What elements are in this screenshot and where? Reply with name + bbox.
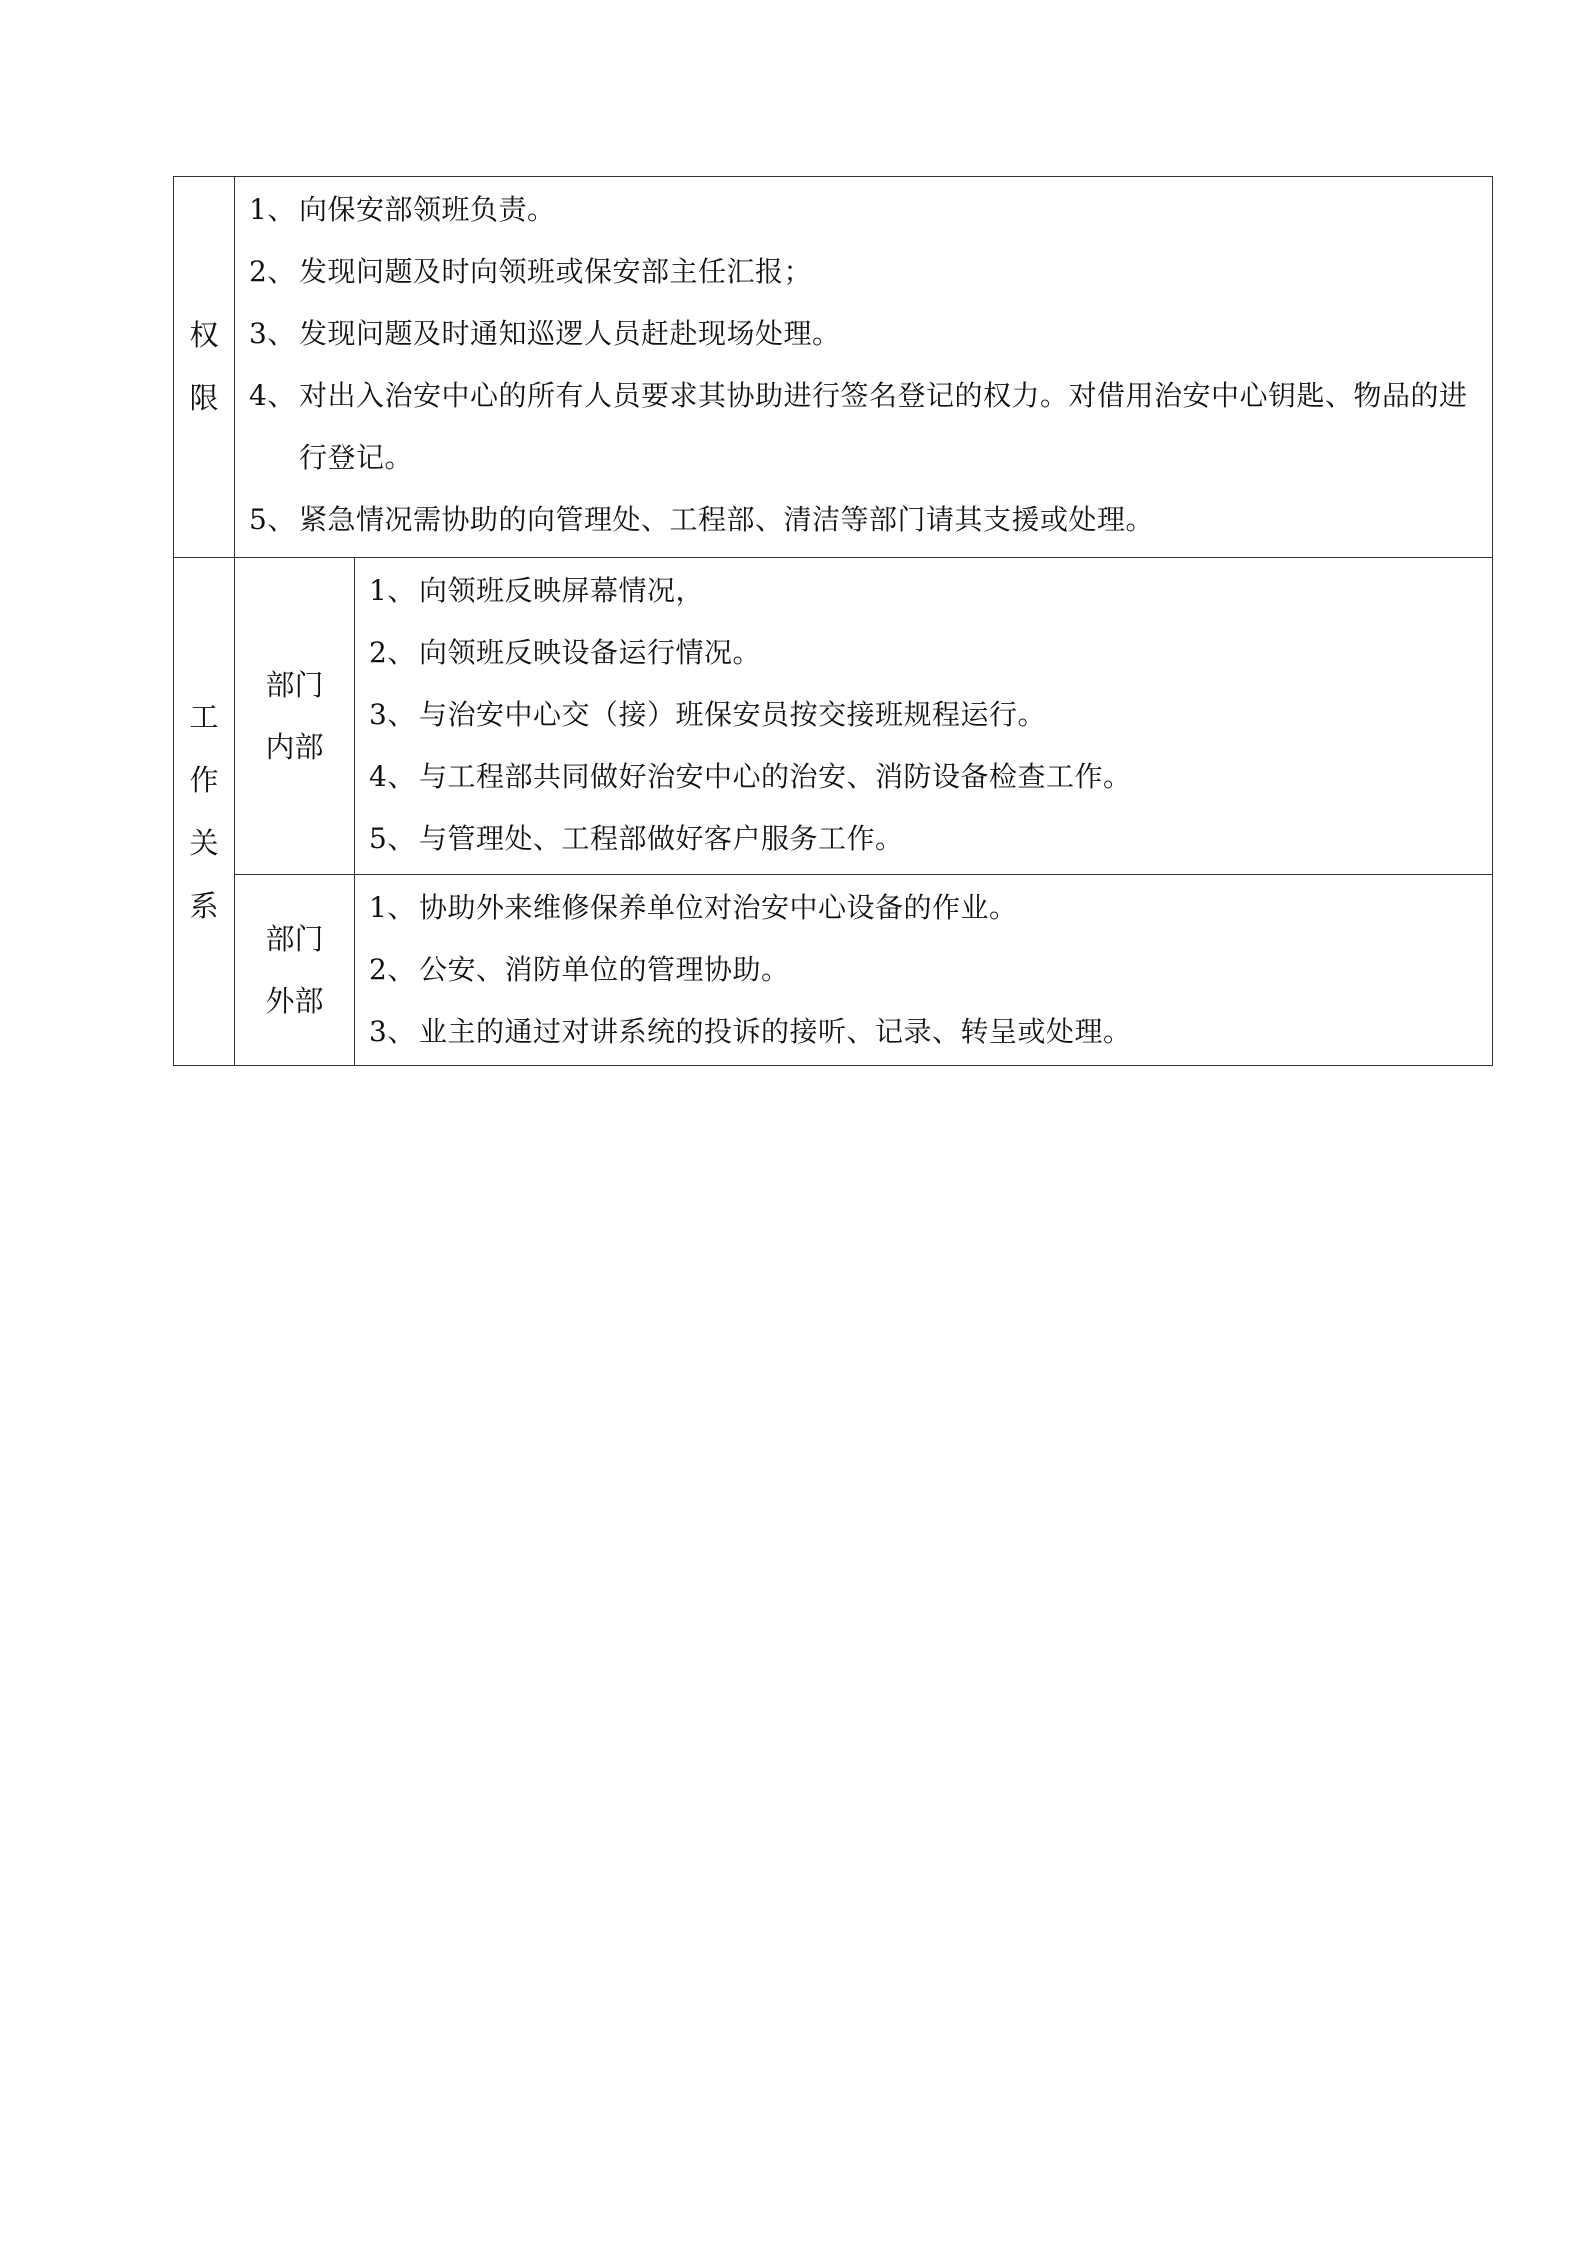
authority-item [249, 365, 1486, 489]
item-number: 3、 [369, 698, 416, 731]
external-items [355, 875, 1493, 1066]
external-item [369, 939, 1486, 1001]
work-relations-header-char: 关 [189, 825, 219, 860]
item-text: 业主的通过对讲系统的投诉的接听、记录、转呈或处理。 [419, 1015, 1132, 1048]
internal-header [235, 558, 355, 875]
internal-item [369, 746, 1486, 808]
duty-table [173, 176, 1493, 1066]
internal-item [369, 808, 1486, 870]
item-number: 1、 [249, 193, 296, 226]
internal-item [369, 622, 1486, 684]
item-text: 对出入治安中心的所有人员要求其协助进行签名登记的权力。对借用治安中心钥匙、物品的进行登记。 [299, 379, 1468, 474]
external-item [369, 1001, 1486, 1063]
item-number: 2、 [369, 953, 416, 986]
authority-header [174, 177, 235, 558]
item-text: 向保安部领班负责。 [299, 193, 556, 226]
item-text: 与管理处、工程部做好客户服务工作。 [419, 822, 904, 855]
item-number: 5、 [369, 822, 416, 855]
internal-relations-row [174, 558, 1493, 875]
item-text: 紧急情况需协助的向管理处、工程部、清洁等部门请其支援或处理。 [299, 503, 1155, 536]
authority-items [235, 177, 1493, 558]
item-number: 4、 [249, 379, 296, 412]
item-text: 发现问题及时向领班或保安部主任汇报； [299, 255, 813, 288]
item-text: 向领班反映设备运行情况。 [419, 636, 762, 669]
item-text: 与工程部共同做好治安中心的治安、消防设备检查工作。 [419, 760, 1132, 793]
internal-header-line: 内部 [265, 730, 324, 764]
work-relations-header-char: 工 [189, 699, 219, 734]
work-relations-header-char: 作 [189, 762, 219, 797]
item-number: 2、 [249, 255, 296, 288]
internal-item [369, 560, 1486, 622]
authority-item [249, 241, 1486, 303]
external-header-line: 部门 [265, 922, 324, 956]
external-header [235, 875, 355, 1066]
item-text: 与治安中心交（接）班保安员按交接班规程运行。 [419, 698, 1047, 731]
item-number: 3、 [369, 1015, 416, 1048]
item-text: 发现问题及时通知巡逻人员赶赴现场处理。 [299, 317, 841, 350]
item-number: 4、 [369, 760, 416, 793]
item-number: 2、 [369, 636, 416, 669]
authority-item [249, 303, 1486, 365]
external-header-line: 外部 [265, 984, 324, 1018]
internal-header-line: 部门 [265, 668, 324, 702]
item-number: 3、 [249, 317, 296, 350]
authority-row [174, 177, 1493, 558]
item-text: 向领班反映屏幕情况， [419, 574, 705, 607]
item-number: 1、 [369, 891, 416, 924]
authority-item [249, 179, 1486, 241]
item-text: 公安、消防单位的管理协助。 [419, 953, 790, 986]
item-number: 1、 [369, 574, 416, 607]
internal-items [355, 558, 1493, 875]
authority-item [249, 489, 1486, 551]
work-relations-header [174, 558, 235, 1066]
external-relations-row [174, 875, 1493, 1066]
item-number: 5、 [249, 503, 296, 536]
authority-header-char: 限 [189, 381, 219, 415]
item-text: 协助外来维修保养单位对治安中心设备的作业。 [419, 891, 1018, 924]
internal-item [369, 684, 1486, 746]
work-relations-header-char: 系 [189, 888, 219, 923]
authority-header-char: 权 [189, 318, 219, 352]
external-item [369, 877, 1486, 939]
